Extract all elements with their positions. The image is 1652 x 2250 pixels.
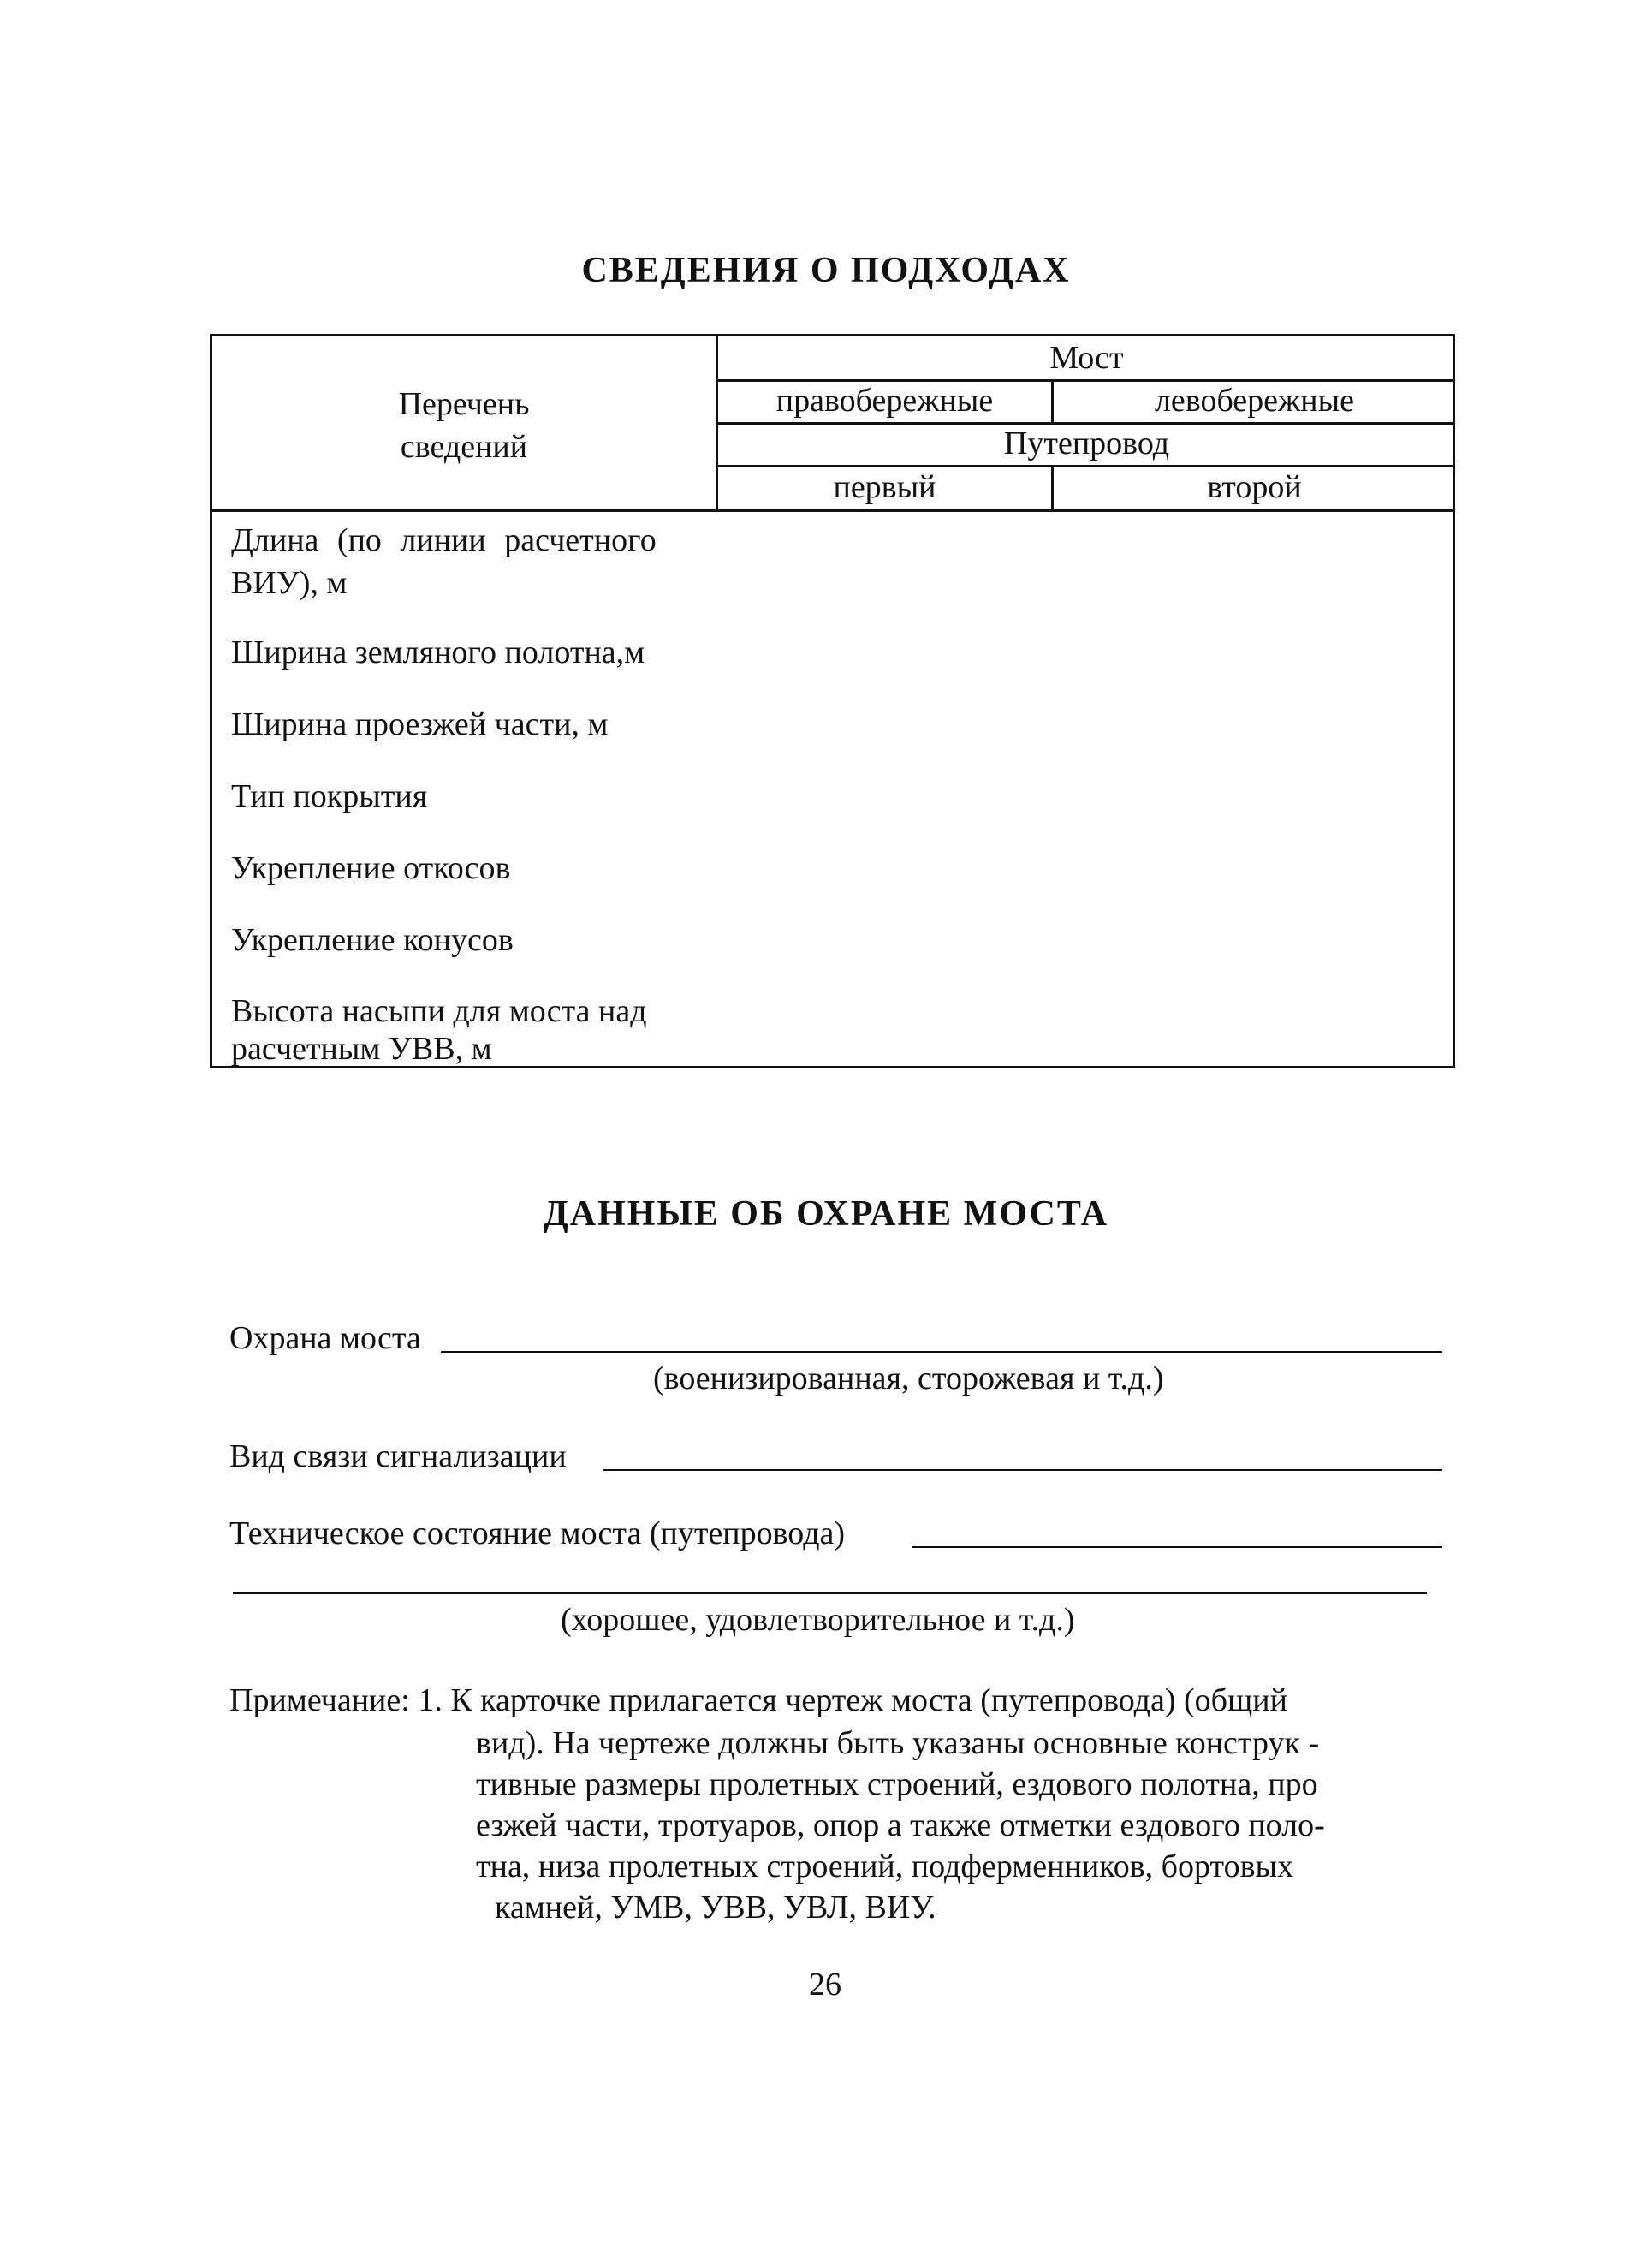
guard-label: Охрана моста <box>229 1320 421 1356</box>
header-right-bank: правобережные <box>775 383 994 419</box>
condition-hint: (хорошее, удовлетворительное и т.д.) <box>561 1602 1075 1638</box>
header-list-col-line2: сведений <box>400 429 528 465</box>
section-title-guard: ДАННЫЕ ОБ ОХРАНЕ МОСТА <box>543 1194 1109 1234</box>
condition-label: Техническое состояние моста (путепровода) <box>229 1515 846 1551</box>
row-embankment-height-line1: Высота насыпи для моста над <box>231 993 647 1029</box>
note-line-3: тивные размеры пролетных строений, ездового полотна, про <box>476 1766 1318 1802</box>
signal-fill-line <box>603 1469 1442 1471</box>
guard-hint: (военизированная, сторожевая и т.д.) <box>653 1360 1164 1396</box>
note-line-2: вид). На чертеже должны быть указаны основные конструк - <box>476 1725 1320 1761</box>
header-overpass: Путепровод <box>1003 426 1170 461</box>
header-left-bank: левобережные <box>1154 383 1355 419</box>
row-length-line1: Длина (по линии расчетного <box>231 522 657 558</box>
guard-fill-line <box>441 1351 1442 1353</box>
signal-label: Вид связи сигнализации <box>229 1438 567 1474</box>
header-second: второй <box>1207 469 1302 505</box>
header-first: первый <box>833 469 936 505</box>
row-cone-reinforcement: Укрепление конусов <box>231 922 514 958</box>
approaches-table <box>210 334 1455 1068</box>
row-length-line2: ВИУ), м <box>231 565 348 601</box>
row-embankment-height-line2: расчетным УВВ, м <box>231 1031 492 1067</box>
row-roadway-width: Ширина проезжей части, м <box>231 706 609 742</box>
row-slope-reinforcement: Укрепление откосов <box>231 850 511 886</box>
header-bridge: Мост <box>1049 340 1124 376</box>
note-line-6: камней, УМВ, УВВ, УВЛ, ВИУ. <box>495 1890 936 1926</box>
note-line-4: езжей части, тротуаров, опор а также отметки ездового поло- <box>476 1807 1325 1843</box>
condition-fill-line <box>912 1546 1442 1548</box>
header-list-col-line1: Перечень <box>398 386 530 422</box>
row-earth-width: Ширина земляного полотна,м <box>231 634 645 670</box>
condition-fill-line-2 <box>233 1592 1427 1594</box>
row-surface-type: Тип покрытия <box>231 778 428 814</box>
note-line-1: Примечание: 1. К карточке прилагается чертеж моста (путепровода) (общий <box>229 1682 1287 1718</box>
note-line-5: тна, низа пролетных строений, подферменников, бортовых <box>476 1848 1294 1884</box>
section-title-approaches: СВЕДЕНИЯ О ПОДХОДАХ <box>581 251 1071 290</box>
page-number: 26 <box>809 1967 841 2003</box>
